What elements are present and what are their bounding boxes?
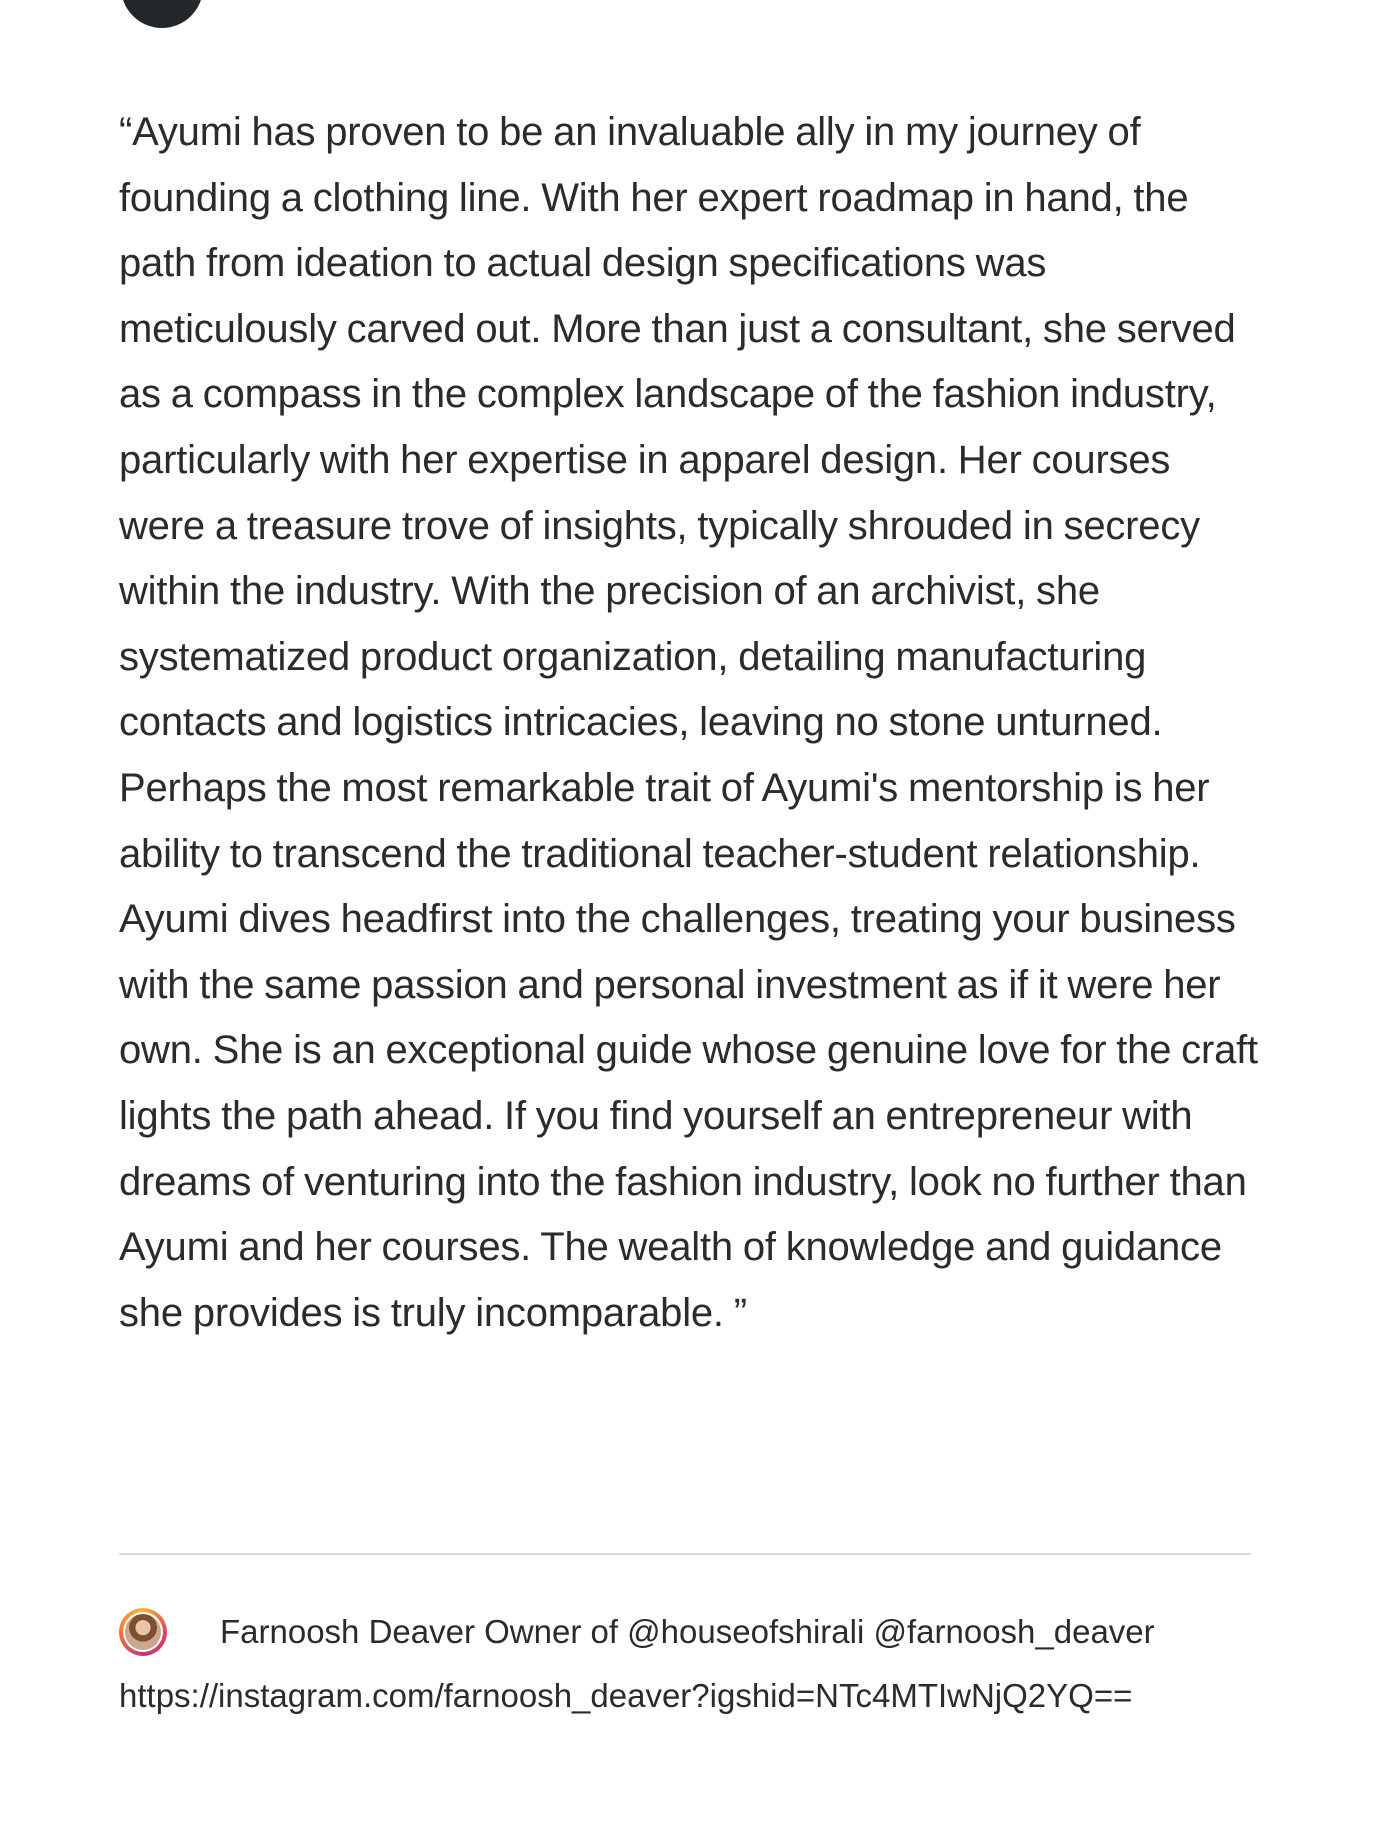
testimonial-quote: “Ayumi has proven to be an invaluable ally in my journey of founding a clothing line. With her expert roadmap in hand, the path from ideation to actual design specifications was meticulously carved out. More than just a consultant, she served as a compass in the complex landscape of the fashion industry, particularly with her expertise in apparel design. Her courses were a treasure trove of insights, typically shrouded in secrecy within the industry. With the precision of an archivist, she systematized product organization, detailing manufacturing contacts and logistics intricacies, leaving no stone unturned. Perhaps the most remarkable trait of Ayumi's mentorship is her ability to transcend the traditional teacher-student relationship. Ayumi dives headfirst into the challenges, treating your business with the same passion and personal investment as if it were her own. She is an exceptional guide whose genuine love for the craft lights the path ahead. If you find yourself an entrepreneur with dreams of venturing into the fashion industry, look no further than Ayumi and her courses. The wealth of knowledge and guidance she provides is truly incomparable. ” <box>119 110 1258 1335</box>
author-instagram-link[interactable]: https://instagram.com/farnoosh_deaver?igshid=NTc4MTIwNjQ2YQ== <box>119 1677 1133 1714</box>
author-photo-icon <box>125 1614 161 1650</box>
author-name: Farnoosh Deaver Owner of @houseofshirali @farnoosh_deaver <box>220 1613 1155 1650</box>
testimonial-author <box>119 1600 1259 1728</box>
top-avatar[interactable] <box>121 0 203 28</box>
divider <box>119 1553 1251 1555</box>
author-line <box>119 1600 1259 1664</box>
author-avatar-ring <box>123 1612 163 1652</box>
author-avatar[interactable] <box>119 1608 167 1656</box>
